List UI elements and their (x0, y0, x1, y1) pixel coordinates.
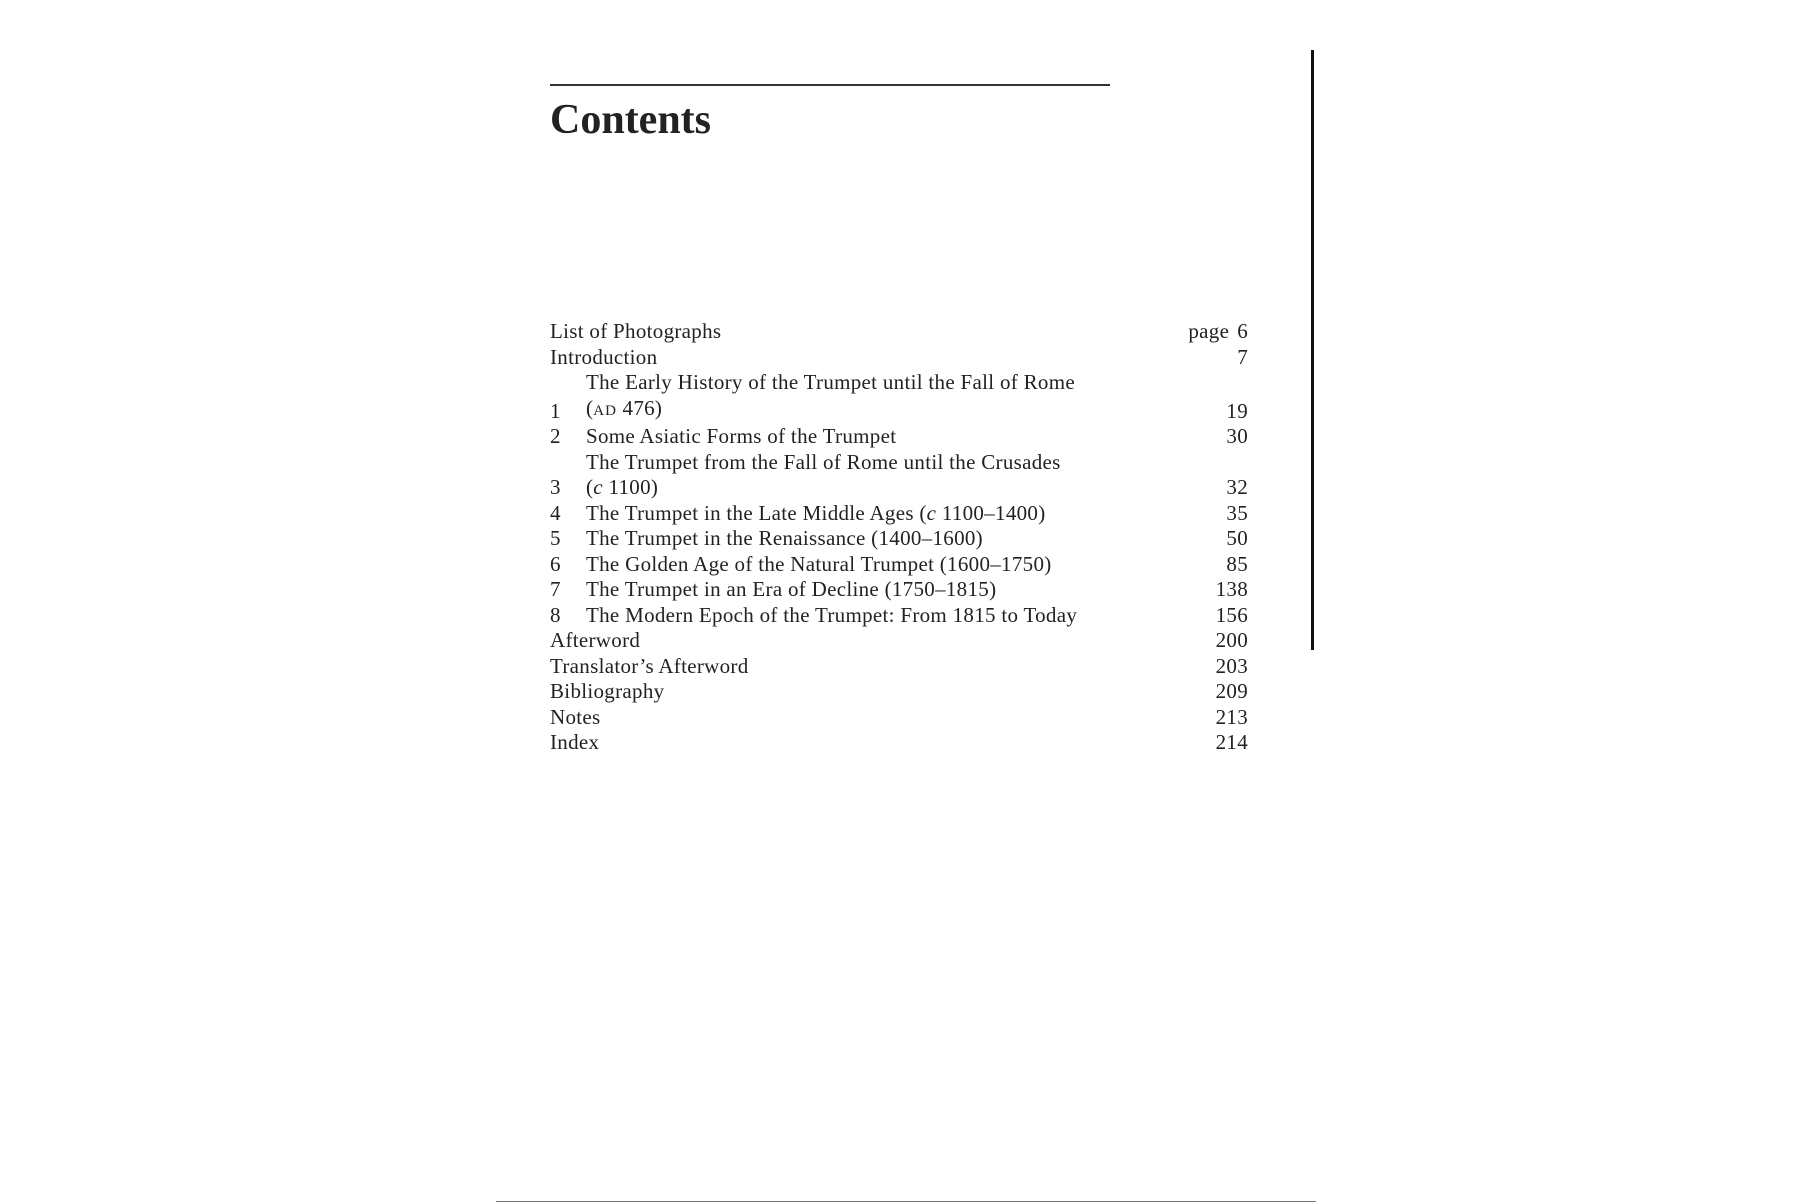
toc-entry-title-line2 (586, 475, 1226, 501)
toc-entry-title: Notes (550, 704, 601, 729)
toc-entry-number: 8 (550, 602, 561, 627)
toc-entry-title (586, 450, 1226, 501)
toc-entry-number: 5 (550, 526, 561, 550)
toc-entry-number: 1 (550, 398, 561, 423)
toc-entry-title: Some Asiatic Forms of the Trumpet (586, 424, 897, 448)
toc-entry-title: The Trumpet in the Renaissance (1400–1600) (586, 526, 983, 550)
title-rule (550, 84, 1110, 86)
scan-margin (0, 0, 490, 1200)
page-prefix: page (1188, 319, 1230, 343)
circa-abbreviation: c (593, 475, 603, 499)
toc-entry (550, 730, 1248, 756)
year-text: 1100–1400) (936, 500, 1046, 525)
toc-entry-page-number: 213 (1215, 704, 1248, 729)
toc-entry-page-number: 203 (1215, 653, 1248, 678)
toc-entry-title (586, 501, 1226, 527)
toc-entry-title: The Modern Epoch of the Trumpet: From 1815 to Today (586, 602, 1078, 627)
toc-entry-page-number: 30 (1226, 424, 1248, 448)
toc-entry (550, 603, 1248, 629)
toc-entry-page-number: 32 (1226, 475, 1248, 499)
year-text: 1100) (602, 475, 659, 499)
table-of-contents (550, 319, 1248, 756)
toc-entry (550, 319, 1248, 345)
year-text: 476) (616, 395, 663, 420)
toc-entry (550, 501, 1248, 527)
toc-entry-page-number: 138 (1215, 577, 1248, 601)
circa-abbreviation: c (926, 500, 937, 525)
toc-entry-title: Translator’s Afterword (550, 653, 749, 678)
toc-entry (550, 705, 1248, 731)
toc-entry-title: List of Photographs (550, 319, 722, 343)
toc-entry-page-number: 35 (1226, 500, 1248, 525)
toc-entry-page-number: 7 (1237, 344, 1248, 369)
toc-entry-page-number: 209 (1215, 679, 1248, 703)
toc-entry-title: Introduction (550, 344, 658, 369)
toc-entry-page-number: 214 (1215, 730, 1248, 754)
toc-entry-title: Index (550, 730, 600, 754)
toc-entry-page-number: 200 (1215, 628, 1248, 652)
toc-entry-title-line2 (586, 396, 1226, 425)
toc-entry-title: Afterword (550, 628, 641, 652)
book-spine-edge (1311, 50, 1314, 650)
toc-entry-number: 3 (550, 475, 561, 499)
paren-open: ( (586, 395, 594, 420)
contents-page (550, 0, 1250, 1200)
toc-entry (550, 424, 1248, 450)
toc-entry-page-number: 156 (1215, 602, 1248, 627)
page-title: Contents (550, 97, 712, 143)
toc-entry (550, 552, 1248, 578)
toc-entry (550, 628, 1248, 654)
toc-entry (550, 450, 1248, 501)
toc-entry-title-line1: The Trumpet from the Fall of Rome until the Crusades (586, 449, 1061, 474)
toc-entry-page-number: 50 (1226, 526, 1248, 550)
toc-entry-number: 2 (550, 424, 561, 448)
toc-entry-title: The Trumpet in an Era of Decline (1750–1815) (586, 577, 997, 601)
toc-entry-page-number: 6 (1237, 319, 1248, 343)
toc-entry (550, 526, 1248, 552)
toc-entry (550, 370, 1248, 424)
toc-entry-number: 6 (550, 551, 561, 576)
title-text: The Trumpet in the Late Middle Ages ( (586, 500, 927, 525)
toc-entry-title (586, 370, 1226, 424)
toc-entry-page (1188, 319, 1248, 345)
paren-open: ( (586, 475, 594, 499)
era-abbreviation: AD (593, 402, 617, 419)
toc-entry-page-number: 85 (1226, 551, 1248, 576)
toc-entry-number: 4 (550, 500, 561, 525)
toc-entry-title-line1: The Early History of the Trumpet until the Fall of Rome (586, 370, 1075, 394)
toc-entry (550, 654, 1248, 680)
toc-entry (550, 577, 1248, 603)
toc-entry-number: 7 (550, 577, 561, 601)
toc-entry-title: Bibliography (550, 679, 665, 703)
toc-entry (550, 345, 1248, 371)
toc-entry-title: The Golden Age of the Natural Trumpet (1600–1750) (586, 551, 1052, 576)
toc-entry-page-number: 19 (1226, 398, 1248, 423)
toc-entry (550, 679, 1248, 705)
